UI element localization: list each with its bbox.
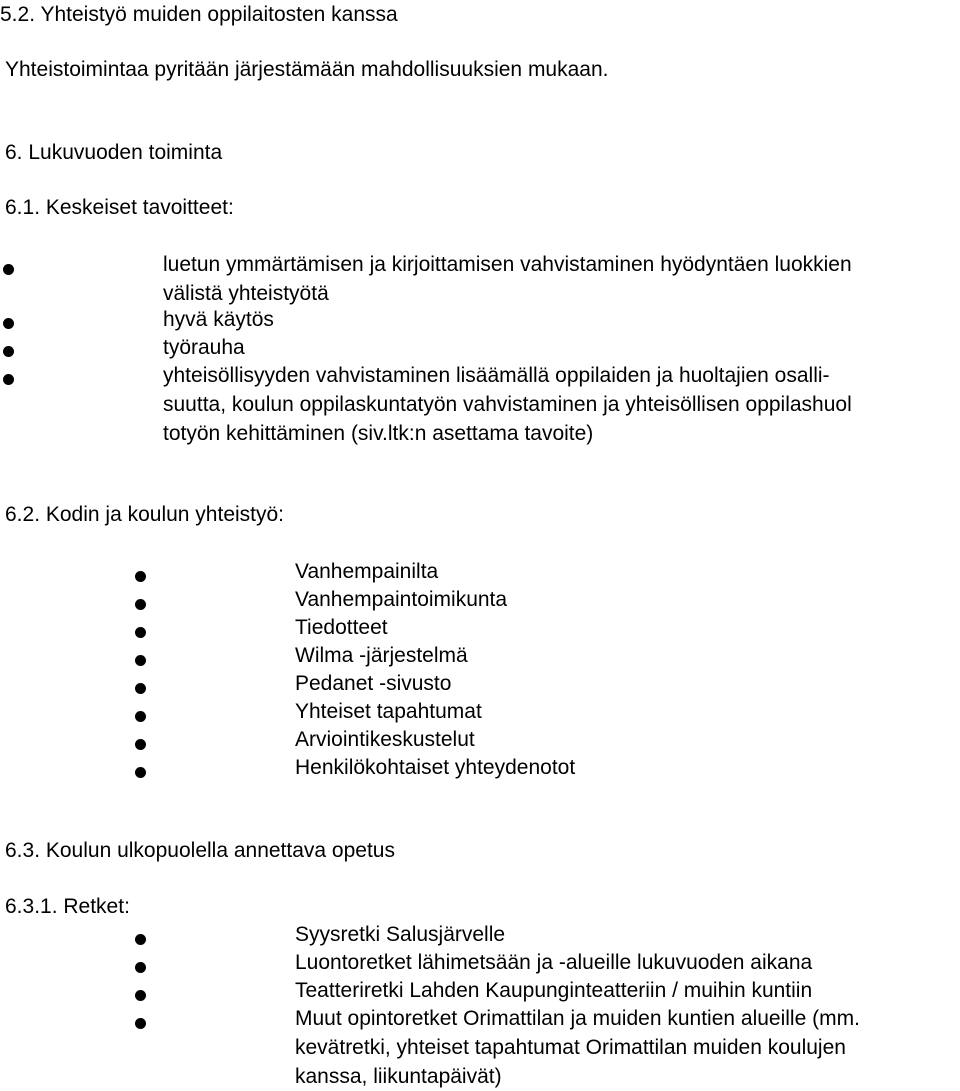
bullet-icon bbox=[135, 627, 146, 638]
list-item bbox=[163, 250, 852, 308]
bullet-icon bbox=[135, 934, 146, 945]
list-item bbox=[295, 976, 812, 1005]
bullet-icon bbox=[135, 571, 146, 582]
list-item: Tiedotteet bbox=[295, 616, 388, 639]
list-item: Vanhempainilta bbox=[295, 560, 439, 583]
list-item-line: Muut opintoretket Orimattilan ja muiden kuntien alueille (mm. bbox=[295, 1007, 860, 1030]
list-item bbox=[163, 305, 274, 334]
list-item bbox=[295, 948, 812, 977]
list-item bbox=[295, 920, 505, 949]
bullet-icon bbox=[135, 683, 146, 694]
list-item bbox=[295, 1004, 860, 1091]
bullet-icon bbox=[135, 599, 146, 610]
bullet-icon bbox=[135, 739, 146, 750]
list-item-line: kanssa, liikuntapäivät) bbox=[295, 1065, 502, 1088]
list-item: Yhteiset tapahtumat bbox=[295, 700, 482, 723]
bullet-icon bbox=[3, 346, 14, 357]
section-6-2-heading: 6.2. Kodin ja koulun yhteistyö: bbox=[5, 503, 285, 526]
list-item-line: Syysretki Salusjärvelle bbox=[295, 923, 506, 946]
list-item: Pedanet -sivusto bbox=[295, 672, 452, 695]
list-item: Vanhempaintoimikunta bbox=[295, 588, 508, 611]
list-item: Arviointikeskustelut bbox=[295, 728, 475, 751]
section-5-2-body: Yhteistoimintaa pyritään järjestämään mahdollisuuksien mukaan. bbox=[5, 58, 609, 81]
section-6-3-1-heading: 6.3.1. Retket: bbox=[5, 895, 130, 918]
section-5-2-heading: 5.2. Yhteistyö muiden oppilaitosten kanssa bbox=[0, 3, 398, 26]
bullet-icon bbox=[3, 374, 14, 385]
section-6-1-heading: 6.1. Keskeiset tavoitteet: bbox=[5, 196, 234, 219]
bullet-icon bbox=[3, 318, 14, 329]
list-item-line: suutta, koulun oppilaskuntatyön vahvistaminen ja yhteisöllisen oppilashuol bbox=[163, 393, 852, 416]
list-item: Wilma -järjestelmä bbox=[295, 644, 468, 667]
bullet-icon bbox=[135, 962, 146, 973]
bullet-icon bbox=[135, 1018, 146, 1029]
bullet-icon bbox=[135, 767, 146, 778]
list-item-line: totyön kehittäminen (siv.ltk:n asettama tavoite) bbox=[163, 422, 594, 445]
list-item-line: Luontoretket lähimetsään ja -alueille lukuvuoden aikana bbox=[295, 951, 813, 974]
section-6-3-heading: 6.3. Koulun ulkopuolella annettava opetus bbox=[5, 839, 395, 862]
list-item-line: yhteisöllisyyden vahvistaminen lisäämällä oppilaiden ja huoltajien osalli- bbox=[163, 364, 830, 387]
list-item-line: työrauha bbox=[163, 336, 245, 359]
list-item-line: luetun ymmärtämisen ja kirjoittamisen vahvistaminen hyödyntäen luokkien bbox=[163, 253, 852, 276]
list-item bbox=[163, 361, 852, 448]
list-item-line: kevätretki, yhteiset tapahtumat Orimattilan muiden koulujen bbox=[295, 1036, 846, 1059]
bullet-icon bbox=[135, 990, 146, 1001]
section-6-heading: 6. Lukuvuoden toiminta bbox=[5, 141, 223, 164]
bullet-icon bbox=[135, 655, 146, 666]
list-item-line: välistä yhteistyötä bbox=[163, 282, 329, 305]
bullet-icon bbox=[135, 711, 146, 722]
list-item bbox=[163, 333, 245, 362]
list-item: Henkilökohtaiset yhteydenotot bbox=[295, 756, 576, 779]
list-item-line: Teatteriretki Lahden Kaupunginteatteriin / muihin kuntiin bbox=[295, 979, 813, 1002]
bullet-icon bbox=[3, 264, 14, 275]
list-item-line: hyvä käytös bbox=[163, 308, 274, 331]
